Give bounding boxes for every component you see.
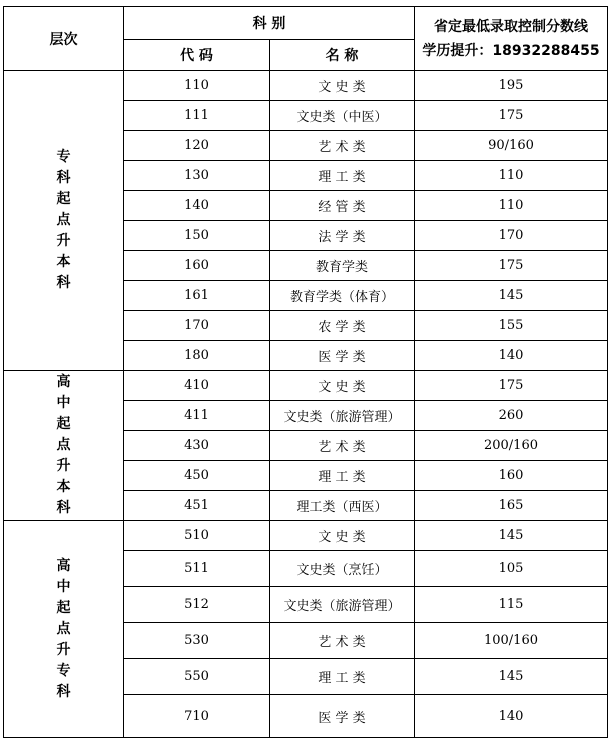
- level-cell: [4, 71, 124, 371]
- name-cell: 艺 术 类: [270, 431, 415, 461]
- name-cell: 文史类（旅游管理）: [270, 587, 415, 623]
- name-cell: 教育学类: [270, 251, 415, 281]
- name-cell: 理 工 类: [270, 161, 415, 191]
- name-cell: 法 学 类: [270, 221, 415, 251]
- score-cell: 115: [415, 587, 608, 623]
- name-cell: 经 管 类: [270, 191, 415, 221]
- level-cell: [4, 521, 124, 738]
- name-cell: 艺 术 类: [270, 623, 415, 659]
- code-cell: 511: [124, 551, 270, 587]
- score-cell: 90/160: [415, 131, 608, 161]
- score-cell: 110: [415, 161, 608, 191]
- score-cell: 140: [415, 695, 608, 738]
- code-cell: 512: [124, 587, 270, 623]
- header-row: [4, 7, 608, 40]
- score-header-contact: 学历提升：18932288455: [422, 42, 600, 59]
- name-cell: 文史类（旅游管理）: [270, 401, 415, 431]
- code-cell: 410: [124, 371, 270, 401]
- code-cell: 450: [124, 461, 270, 491]
- name-cell: 医 学 类: [270, 695, 415, 738]
- table-body: [4, 71, 608, 738]
- score-cell: 165: [415, 491, 608, 521]
- code-cell: 161: [124, 281, 270, 311]
- score-cell: 145: [415, 659, 608, 695]
- name-header: 名 称: [270, 40, 415, 71]
- code-cell: 710: [124, 695, 270, 738]
- code-cell: 550: [124, 659, 270, 695]
- code-cell: 530: [124, 623, 270, 659]
- score-cell: 100/160: [415, 623, 608, 659]
- code-cell: 130: [124, 161, 270, 191]
- code-cell: 430: [124, 431, 270, 461]
- name-cell: 文史类（中医）: [270, 101, 415, 131]
- score-cell: 160: [415, 461, 608, 491]
- code-cell: 110: [124, 71, 270, 101]
- score-cell: 145: [415, 281, 608, 311]
- name-cell: 理工类（西医）: [270, 491, 415, 521]
- name-cell: 文 史 类: [270, 371, 415, 401]
- score-cell: 195: [415, 71, 608, 101]
- table-row: [4, 521, 608, 551]
- score-table: [3, 6, 608, 738]
- score-cell: 105: [415, 551, 608, 587]
- code-cell: 111: [124, 101, 270, 131]
- name-cell: 医 学 类: [270, 341, 415, 371]
- name-cell: 文 史 类: [270, 521, 415, 551]
- score-cell: 175: [415, 101, 608, 131]
- score-cell: 110: [415, 191, 608, 221]
- table-row: [4, 371, 608, 401]
- name-cell: 艺 术 类: [270, 131, 415, 161]
- code-cell: 510: [124, 521, 270, 551]
- name-cell: 理 工 类: [270, 659, 415, 695]
- code-header: 代 码: [124, 40, 270, 71]
- code-cell: 140: [124, 191, 270, 221]
- score-cell: 175: [415, 371, 608, 401]
- name-cell: 文史类（烹饪）: [270, 551, 415, 587]
- score-header-title: 省定最低录取控制分数线: [434, 18, 588, 35]
- level-header: 层次: [4, 7, 124, 71]
- level-label: 专科起点升本科: [56, 149, 71, 291]
- score-header: [415, 7, 608, 71]
- code-cell: 170: [124, 311, 270, 341]
- score-cell: 260: [415, 401, 608, 431]
- score-cell: 200/160: [415, 431, 608, 461]
- name-cell: 文 史 类: [270, 71, 415, 101]
- code-cell: 451: [124, 491, 270, 521]
- code-cell: 150: [124, 221, 270, 251]
- name-cell: 教育学类（体育）: [270, 281, 415, 311]
- code-cell: 180: [124, 341, 270, 371]
- name-cell: 理 工 类: [270, 461, 415, 491]
- name-cell: 农 学 类: [270, 311, 415, 341]
- code-cell: 160: [124, 251, 270, 281]
- subject-header: 科 别: [124, 7, 415, 40]
- score-cell: 170: [415, 221, 608, 251]
- level-label: 高中起点升专科: [56, 557, 71, 700]
- level-cell: [4, 371, 124, 521]
- score-cell: 155: [415, 311, 608, 341]
- level-label: 高中起点升本科: [56, 374, 71, 516]
- score-cell: 140: [415, 341, 608, 371]
- score-cell: 175: [415, 251, 608, 281]
- code-cell: 411: [124, 401, 270, 431]
- code-cell: 120: [124, 131, 270, 161]
- score-cell: 145: [415, 521, 608, 551]
- table-row: [4, 71, 608, 101]
